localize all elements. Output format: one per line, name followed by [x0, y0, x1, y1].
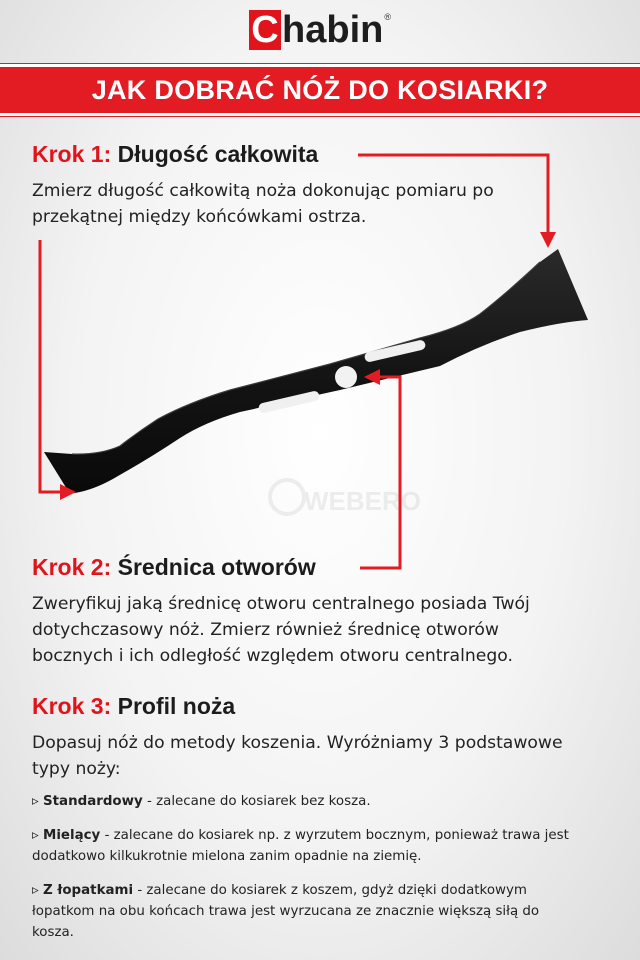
center-hole [335, 366, 357, 388]
mower-blade-image [44, 249, 588, 494]
step-2-heading [32, 554, 316, 581]
blade-type-desc-cont: łopatkom na obu końcach trawa jest wyrzucana ze znacznie większą siłą do [32, 904, 540, 919]
step-1-text [32, 178, 622, 230]
blade-type-desc: - zalecane do kosiarek z koszem, gdyż dzięki dodatkowym [137, 883, 527, 898]
step-1-line: Zmierz długość całkowitą noża dokonując pomiaru po [32, 181, 494, 201]
blade-type-desc: - zalecane do kosiarek bez kosza. [147, 794, 371, 809]
logo-text: habin [282, 9, 384, 51]
step-2-text [32, 591, 632, 669]
step-3-heading [32, 693, 235, 720]
step-2-label: Krok 2: [32, 554, 112, 580]
blade-type-standard [32, 791, 617, 812]
step-2-title: Średnica otworów [117, 554, 316, 580]
step-1-label: Krok 1: [32, 141, 112, 167]
step-3-title: Profil noża [117, 693, 236, 719]
banner-title: JAK DOBRAĆ NÓŻ DO KOSIARKI? [91, 74, 549, 105]
blade-type-name: Standardowy [43, 794, 143, 809]
blade-type-desc-cont: kosza. [32, 925, 74, 940]
step-1-heading [32, 141, 318, 168]
step-3-line: Dopasuj nóż do metody koszenia. Wyróżniamy 3 podstawowe [32, 733, 563, 753]
watermark-text: WEBERO [304, 486, 421, 516]
registered-mark: ® [384, 12, 391, 22]
blade-type-mulching [32, 825, 617, 867]
step-2-line: Zweryfikuj jaką średnicę otworu centralnego posiada Twój [32, 594, 530, 614]
blade-type-name: Mielący [43, 828, 101, 843]
watermark [270, 480, 421, 516]
blade-type-desc: - zalecane do kosiarek np. z wyrzutem bocznym, ponieważ trawa jest [104, 828, 569, 843]
step-3-label: Krok 3: [32, 693, 112, 719]
bullet-marker-icon: ▹ [32, 794, 39, 809]
step-3-line: typy noży: [32, 759, 121, 779]
arrow-step-2 [360, 369, 400, 568]
blade-type-desc-cont: dodatkowo kilkukrotnie mielona zanim opadnie na ziemię. [32, 849, 422, 864]
step-2-line: dotychczasowy nóż. Zmierz również średnicę otworów [32, 620, 499, 640]
watermark-icon [270, 480, 304, 514]
blade-type-lifting [32, 880, 617, 943]
step-2-line: bocznych i ich odległość względem otworu centralnego. [32, 646, 513, 666]
step-1-line: przekątnej między końcówkami ostrza. [32, 207, 367, 227]
bullet-marker-icon: ▹ [32, 883, 39, 898]
step-3-text [32, 730, 632, 782]
logo-mark: C [249, 10, 281, 50]
blade-type-name: Z łopatkami [43, 883, 134, 898]
bullet-marker-icon: ▹ [32, 828, 39, 843]
step-1-title: Długość całkowita [117, 141, 319, 167]
